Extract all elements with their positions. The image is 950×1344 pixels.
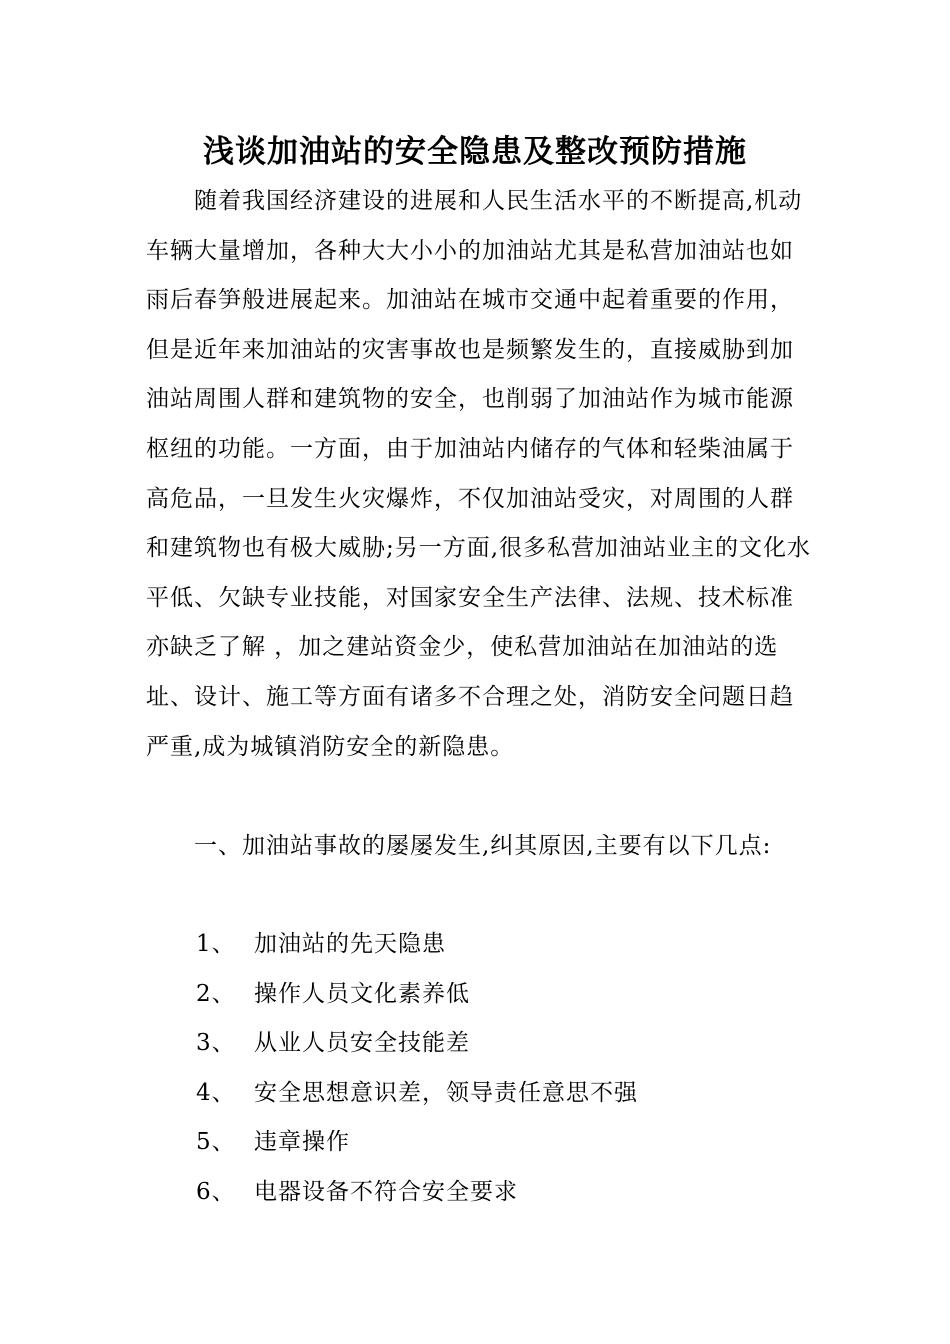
list-item [196,1069,638,1119]
list-item-number: 4、 [196,1079,236,1106]
list-item-text: 操作人员文化素养低 [254,980,470,1007]
list-item-number: 3、 [196,1030,236,1057]
list-item [196,920,638,970]
list-item-text: 违章操作 [254,1129,350,1156]
section-heading-paragraph: 一、加油站事故的屡屡发生,纠其原因,主要有以下几点: [194,833,772,859]
list-item-number: 2、 [196,980,236,1007]
list-item [196,1019,638,1069]
list-item [196,970,638,1020]
list-item [196,1168,638,1218]
list-item-number: 6、 [196,1178,236,1205]
list-item-number: 5、 [196,1129,236,1156]
cause-list [196,920,638,1218]
document-title: 浅谈加油站的安全隐患及整改预防措施 [203,134,747,170]
list-item-number: 1、 [196,931,236,957]
list-item [196,1118,638,1168]
list-item-text: 电器设备不符合安全要求 [254,1178,518,1205]
list-item-text: 安全思想意识差，领导责任意思不强 [254,1079,638,1106]
list-item-text: 从业人员安全技能差 [254,1030,470,1057]
intro-paragraph: 随着我国经济建设的进展和人民生活水平的不断提高,机动车辆大量增加，各种大大小小的加油站尤其是私营加油站也如雨后春笋般进展起来。加油站在城市交通中起着重要的作用，但是近年来加油站的灾害事故也是频繁发生的，直接威胁到加油站周围人群和建筑物的安全，也削弱了加油站作为城市能源枢纽的功能。一方面，由于加油站内储存的气体和轻柴油属于高危品，一旦发生火灾爆炸，不仅加油站受灾，对周围的人群和建筑物也有极大威胁;另一方面,很多私营加油站业主的文化水平低、欠缺专业技能，对国家安全生产法律、法规、技术标准亦缺乏了解 ，加之建站资金少，使私营加油站在加油站的选址、设计、施工等方面有诸多不合理之处，消防安全问题日趋严重,成为城镇消防安全的新隐患。 [146,188,812,760]
list-item-text: 加油站的先天隐患 [254,931,446,957]
